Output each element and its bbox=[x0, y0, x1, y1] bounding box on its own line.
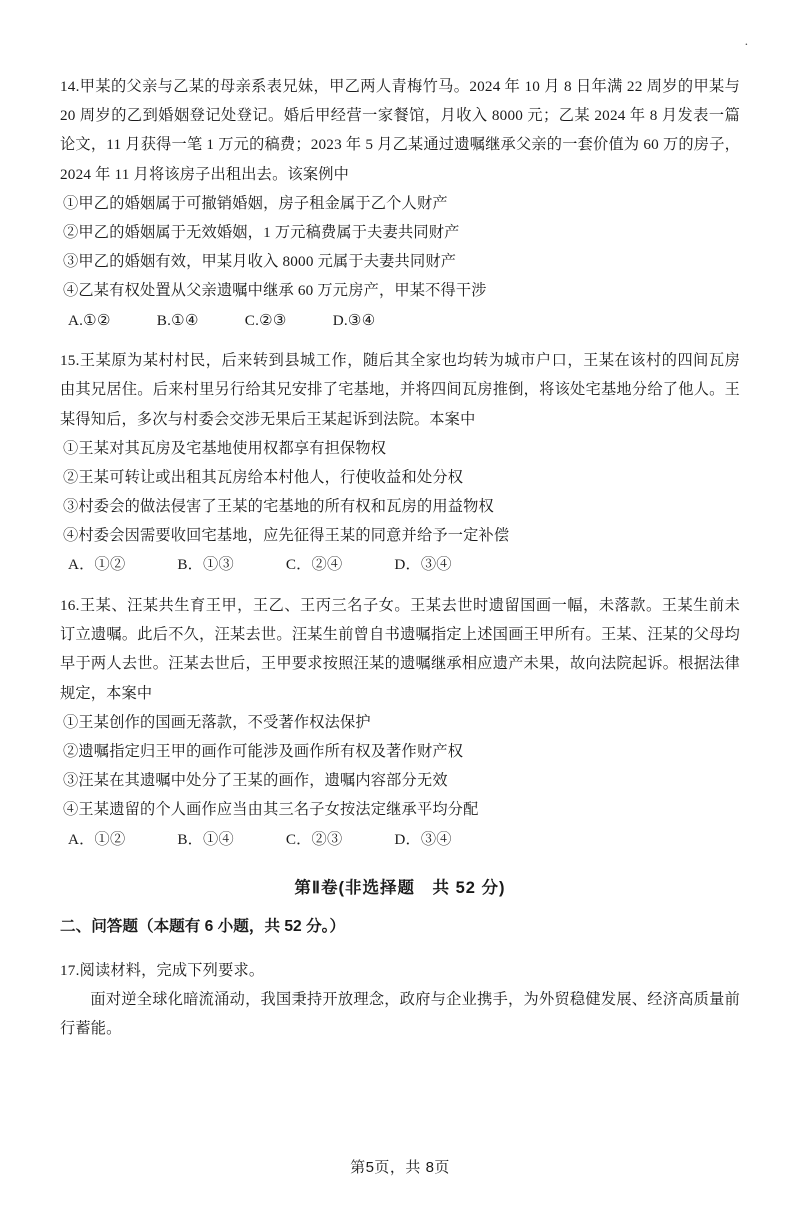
question-14-choice-c[interactable]: C.②③ bbox=[244, 311, 287, 329]
question-15-option-2: ②王某可转让或出租其瓦房给本村他人，行使收益和处分权 bbox=[63, 468, 464, 486]
question-16-choices bbox=[60, 825, 740, 855]
question-15 bbox=[60, 346, 740, 580]
page-footer: 第5页，共 8页 bbox=[350, 1159, 450, 1176]
question-14-choices bbox=[60, 306, 740, 336]
question-16 bbox=[60, 591, 740, 854]
question-14-option-3: ③甲乙的婚姻有效，甲某月收入 8000 元属于夫妻共同财产 bbox=[63, 253, 457, 271]
question-15-stem: 15.王某原为某村村民，后来转到县城工作，随后其全家也均转为城市户口，王某在该村的四间瓦房由其兄居住。后来村里另行给其兄安排了宅基地，并将四间瓦房推倒，将该处宅基地分给了他人。王某得知后，多次与村委会交涉无果后王某起诉到法院。本案中 bbox=[60, 352, 740, 428]
question-16-stem: 16.王某、汪某共生育王甲，王乙、王丙三名子女。王某去世时遗留国画一幅，未落款。王某生前未订立遗嘱。此后不久，汪某去世。汪某生前曾自书遗嘱指定上述国画王甲所有。王某、汪某的父母均早于两人去世。汪某去世后，王甲要求按照汪某的遗嘱继承相应遗产未果，故向法院起诉。根据法律规定，本案中 bbox=[60, 597, 740, 702]
question-14-option-4: ④乙某有权处置从父亲遗嘱中继承 60 万元房产，甲某不得干涉 bbox=[63, 282, 487, 300]
question-15-choices bbox=[60, 550, 740, 580]
question-16-choice-b[interactable]: B．①④ bbox=[177, 830, 234, 848]
question-16-option-1: ①王某创作的国画无落款，不受著作权法保护 bbox=[63, 713, 371, 731]
question-14-choice-d[interactable]: D.③④ bbox=[332, 311, 376, 329]
section-two-subhead: 二、问答题（本题有 6 小题，共 52 分。） bbox=[60, 918, 346, 936]
question-14-choice-b[interactable]: B.①④ bbox=[156, 311, 199, 329]
question-14 bbox=[60, 72, 740, 335]
question-16-option-3: ③汪某在其遗嘱中处分了王某的画作，遗嘱内容部分无效 bbox=[63, 772, 448, 790]
question-16-option-4: ④王某遗留的个人画作应当由其三名子女按法定继承平均分配 bbox=[63, 801, 479, 819]
question-14-option-1: ①甲乙的婚姻属于可撤销婚姻，房子租金属于乙个人财产 bbox=[63, 194, 448, 212]
question-16-choice-d[interactable]: D．③④ bbox=[394, 830, 452, 848]
question-17 bbox=[60, 956, 740, 1044]
question-15-choice-d[interactable]: D．③④ bbox=[394, 556, 452, 574]
question-15-option-1: ①王某对其瓦房及宅基地使用权都享有担保物权 bbox=[63, 439, 387, 457]
section-two-title: 第Ⅱ卷(非选择题 共 52 分) bbox=[294, 879, 506, 898]
question-15-option-3: ③村委会的做法侵害了王某的宅基地的所有权和瓦房的用益物权 bbox=[63, 498, 494, 516]
question-15-choice-b[interactable]: B．①③ bbox=[177, 556, 234, 574]
question-16-choice-c[interactable]: C．②③ bbox=[285, 830, 343, 848]
question-15-option-4: ④村委会因需要收回宅基地，应先征得王某的同意并给予一定补偿 bbox=[63, 527, 510, 545]
question-16-option-2: ②遗嘱指定归王甲的画作可能涉及画作所有权及著作财产权 bbox=[63, 743, 464, 761]
question-17-body: 面对逆全球化暗流涌动，我国秉持开放理念，政府与企业携手，为外贸稳健发展、经济高质量前行蓄能。 bbox=[60, 991, 740, 1038]
question-16-choice-a[interactable]: A．①② bbox=[68, 830, 126, 848]
question-15-choice-c[interactable]: C．②④ bbox=[285, 556, 343, 574]
question-17-lead: 17.阅读材料，完成下列要求。 bbox=[60, 961, 265, 979]
question-14-option-2: ②甲乙的婚姻属于无效婚姻，1 万元稿费属于夫妻共同财产 bbox=[63, 223, 460, 241]
page-corner-mark: . bbox=[744, 33, 748, 48]
question-14-choice-a[interactable]: A.①② bbox=[68, 311, 111, 329]
question-14-stem: 14.甲某的父亲与乙某的母亲系表兄妹，甲乙两人青梅竹马。2024 年 10 月 8 日年满 22 周岁的甲某与 20 周岁的乙到婚姻登记处登记。婚后甲经营一家餐馆，月收入 8000 元；乙某 2024 年 8 月发表一篇论文，11 月获得一笔 1 万元的稿费；2023 年 5 月乙某通过遗嘱继承父亲的一套价值为 60 万的房子，2024 年 11 月将该房子出租出去。该案例中 bbox=[60, 78, 740, 183]
question-15-choice-a[interactable]: A．①② bbox=[68, 556, 126, 574]
